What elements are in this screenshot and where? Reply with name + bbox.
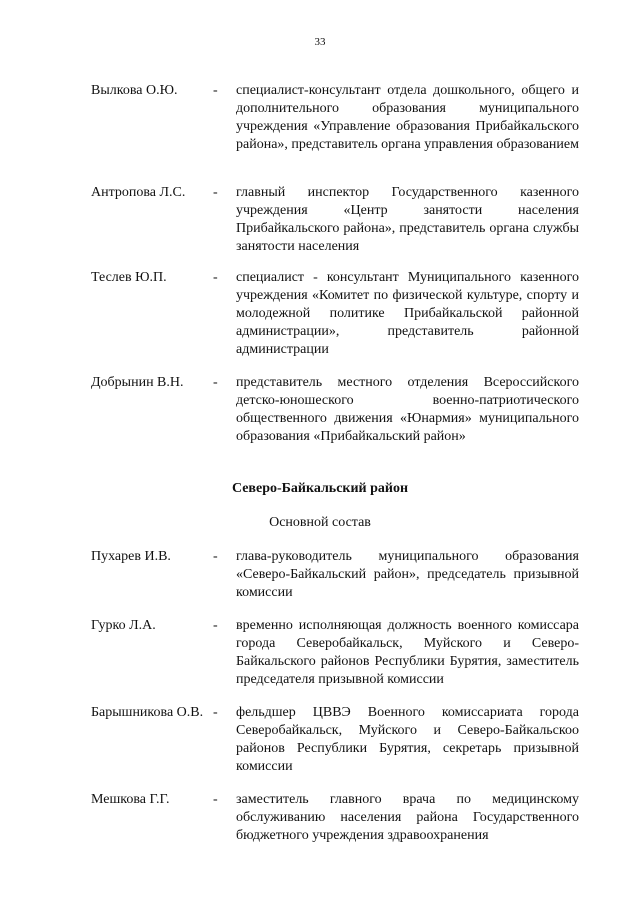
person-name: Мешкова Г.Г. [91, 792, 170, 807]
position-description: глава-руководитель муниципального образования «Северо-Байкальский район», председатель призывной комиссии [236, 549, 579, 600]
dash-separator: - [213, 270, 218, 285]
person-name: Теслев Ю.П. [91, 270, 167, 285]
dash-separator: - [213, 705, 218, 720]
person-name: Гурко Л.А. [91, 618, 156, 633]
dash-separator: - [213, 618, 218, 633]
position-description: специалист-консультант отдела дошкольного, общего и дополнительного образования муниципального учреждения «Управление образования Прибайкальского района», представитель органа управления образованием [236, 83, 579, 152]
position-description: заместитель главного врача по медицинскому обслуживанию населения района Государственного бюджетного учреждения здравоохранения [236, 792, 579, 843]
person-name: Барышникова О.В. [91, 705, 204, 720]
position-description: специалист - консультант Муниципального казенного учреждения «Комитет по физической культуре, спорту и молодежной политике Прибайкальской районной администрации», представитель районной администрации [236, 270, 579, 357]
person-name: Вылкова О.Ю. [91, 83, 178, 98]
position-description: главный инспектор Государственного казенного учреждения «Центр занятости населения Прибайкальского района», представитель органа службы занятости населения [236, 185, 579, 254]
position-description: представитель местного отделения Всероссийского детско-юношеского военно-патриотического общественного движения «Юнармия» муниципального образования «Прибайкальский район» [236, 375, 579, 444]
position-description: временно исполняющая должность военного комиссара города Северобайкальск, Муйского и Северо-Байкальского районов Республики Бурятия, заместитель председателя призывной комиссии [236, 618, 579, 687]
person-name: Пухарев И.В. [91, 549, 171, 564]
subsection-title: Основной состав [269, 515, 371, 530]
dash-separator: - [213, 185, 218, 200]
person-name: Добрынин В.Н. [91, 375, 184, 390]
position-description: фельдшер ЦВВЭ Военного комиссариата города Северобайкальск, Муйского и Северо-Байкальскоо районов Республики Бурятия, секретарь призывной комиссии [236, 705, 579, 774]
dash-separator: - [213, 792, 218, 807]
person-name: Антропова Л.С. [91, 185, 186, 200]
page-number: 33 [314, 36, 326, 48]
dash-separator: - [213, 549, 218, 564]
dash-separator: - [213, 375, 218, 390]
section-title: Северо-Байкальский район [231, 481, 409, 496]
dash-separator: - [213, 83, 218, 98]
